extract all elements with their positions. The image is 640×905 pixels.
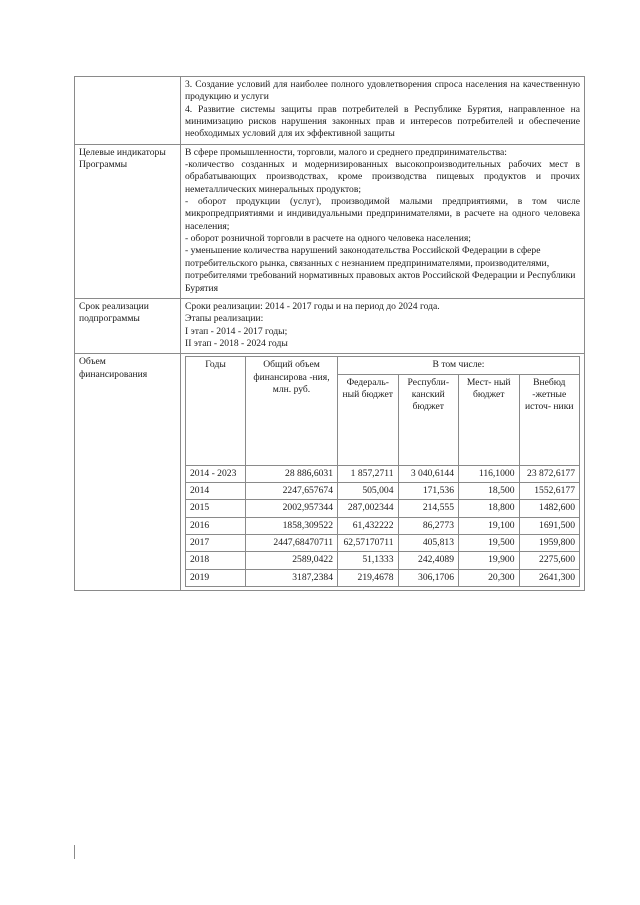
financing-row (186, 534, 580, 551)
header-extrabudgetary-sources: Внебюд -жетные источ- ники (519, 374, 580, 465)
cell-years: 2015 (186, 500, 246, 517)
paragraph: 4. Развитие системы защиты прав потребителей в Республике Бурятия, направленное на минимизацию рисков нарушения законных прав и интересов потребителей и обеспечение необходимых условий для их эффективной защиты (185, 103, 580, 140)
header-federal-budget: Федераль- ный бюджет (338, 374, 399, 465)
cell-extrabudget: 23 872,6177 (519, 465, 580, 482)
paragraph: - оборот розничной торговли в расчете на одного человека населения; (185, 233, 471, 245)
paragraph: I этап - 2014 - 2017 годы; (185, 325, 288, 337)
row-body-indicators (181, 144, 585, 298)
cell-extrabudget: 1482,600 (519, 500, 580, 517)
cell-extrabudget: 2275,600 (519, 552, 580, 569)
financing-header-row-1 (186, 357, 580, 374)
financing-row (186, 465, 580, 482)
cell-republican: 86,2773 (398, 517, 459, 534)
cell-federal: 62,57170711 (338, 534, 399, 551)
program-passport-table (74, 76, 585, 591)
cell-total: 2247,657674 (246, 482, 338, 499)
paragraph: -количество созданных и модернизированных высокопроизводительных рабочих мест в обрабатывающих производствах, кроме производства пищевых продуктов и прочих неметаллических минеральных продуктов; (185, 159, 580, 195)
header-total-volume: Общий объем финансирова -ния, млн. руб. (246, 357, 338, 465)
row-label-empty (75, 77, 181, 145)
paragraph: Этапы реализации: (185, 313, 264, 325)
row-label-financing: Объем финансирования (75, 354, 181, 591)
header-group-including: В том числе: (338, 357, 580, 374)
table-left-continuation-rule (74, 845, 75, 859)
cell-local: 20,300 (459, 569, 520, 586)
cell-local: 19,500 (459, 534, 520, 551)
cell-years: 2016 (186, 517, 246, 534)
cell-extrabudget: 2641,300 (519, 569, 580, 586)
row-label-term: Срок реализации подпрограммы (75, 298, 181, 353)
table-row (75, 77, 585, 145)
header-local-budget: Мест- ный бюджет (459, 374, 520, 465)
header-republican-budget: Республи- канский бюджет (398, 374, 459, 465)
cell-republican: 214,555 (398, 500, 459, 517)
cell-republican: 405,813 (398, 534, 459, 551)
cell-years: 2018 (186, 552, 246, 569)
financing-row (186, 500, 580, 517)
financing-row (186, 569, 580, 586)
paragraph: В сфере промышленности, торговли, малого и среднего предпринимательства: (185, 146, 507, 158)
paragraph: Сроки реализации: 2014 - 2017 годы и на период до 2024 года. (185, 300, 440, 312)
cell-republican: 3 040,6144 (398, 465, 459, 482)
paragraph: - оборот продукции (услуг), производимой малыми предприятиями, в том числе микропредприятиями и индивидуальными предпринимателями, в расчете на одного человека населения; (185, 196, 580, 232)
table-row (75, 144, 585, 298)
cell-federal: 51,1333 (338, 552, 399, 569)
cell-local: 116,1000 (459, 465, 520, 482)
financing-row (186, 552, 580, 569)
cell-republican: 171,536 (398, 482, 459, 499)
financing-row (186, 517, 580, 534)
cell-extrabudget: 1959,800 (519, 534, 580, 551)
cell-local: 19,100 (459, 517, 520, 534)
cell-local: 19,900 (459, 552, 520, 569)
cell-federal: 287,002344 (338, 500, 399, 517)
cell-total: 2447,68470711 (246, 534, 338, 551)
cell-federal: 1 857,2711 (338, 465, 399, 482)
financing-table (185, 356, 580, 587)
cell-years: 2017 (186, 534, 246, 551)
paragraph: - уменьшение количества нарушений законодательства Российской Федерации в сфере потребительского рынка, связанных с незнанием предпринимателями, производителями, потребителями требований нормативных правовых актов Российской Федерации и Республики Бурятия (185, 245, 576, 294)
cell-federal: 505,004 (338, 482, 399, 499)
header-years: Годы (186, 357, 246, 465)
table-row (75, 354, 585, 591)
cell-total: 28 886,6031 (246, 465, 338, 482)
cell-republican: 242,4089 (398, 552, 459, 569)
row-body-objectives (181, 77, 585, 145)
row-label-indicators: Целевые индикаторы Программы (75, 144, 181, 298)
cell-local: 18,800 (459, 500, 520, 517)
cell-total: 2589,0422 (246, 552, 338, 569)
row-body-financing (181, 354, 585, 591)
cell-total: 2002,957344 (246, 500, 338, 517)
cell-extrabudget: 1691,500 (519, 517, 580, 534)
cell-local: 18,500 (459, 482, 520, 499)
cell-years: 2014 - 2023 (186, 465, 246, 482)
row-body-term (181, 298, 585, 353)
cell-extrabudget: 1552,6177 (519, 482, 580, 499)
table-row (75, 298, 585, 353)
cell-republican: 306,1706 (398, 569, 459, 586)
paragraph: 3. Создание условий для наиболее полного удовлетворения спроса населения на качественную продукцию и услуги (185, 79, 580, 103)
paragraph: II этап - 2018 - 2024 годы (185, 337, 288, 349)
cell-total: 1858,309522 (246, 517, 338, 534)
cell-years: 2019 (186, 569, 246, 586)
cell-years: 2014 (186, 482, 246, 499)
financing-row (186, 482, 580, 499)
cell-total: 3187,2384 (246, 569, 338, 586)
cell-federal: 61,432222 (338, 517, 399, 534)
cell-federal: 219,4678 (338, 569, 399, 586)
